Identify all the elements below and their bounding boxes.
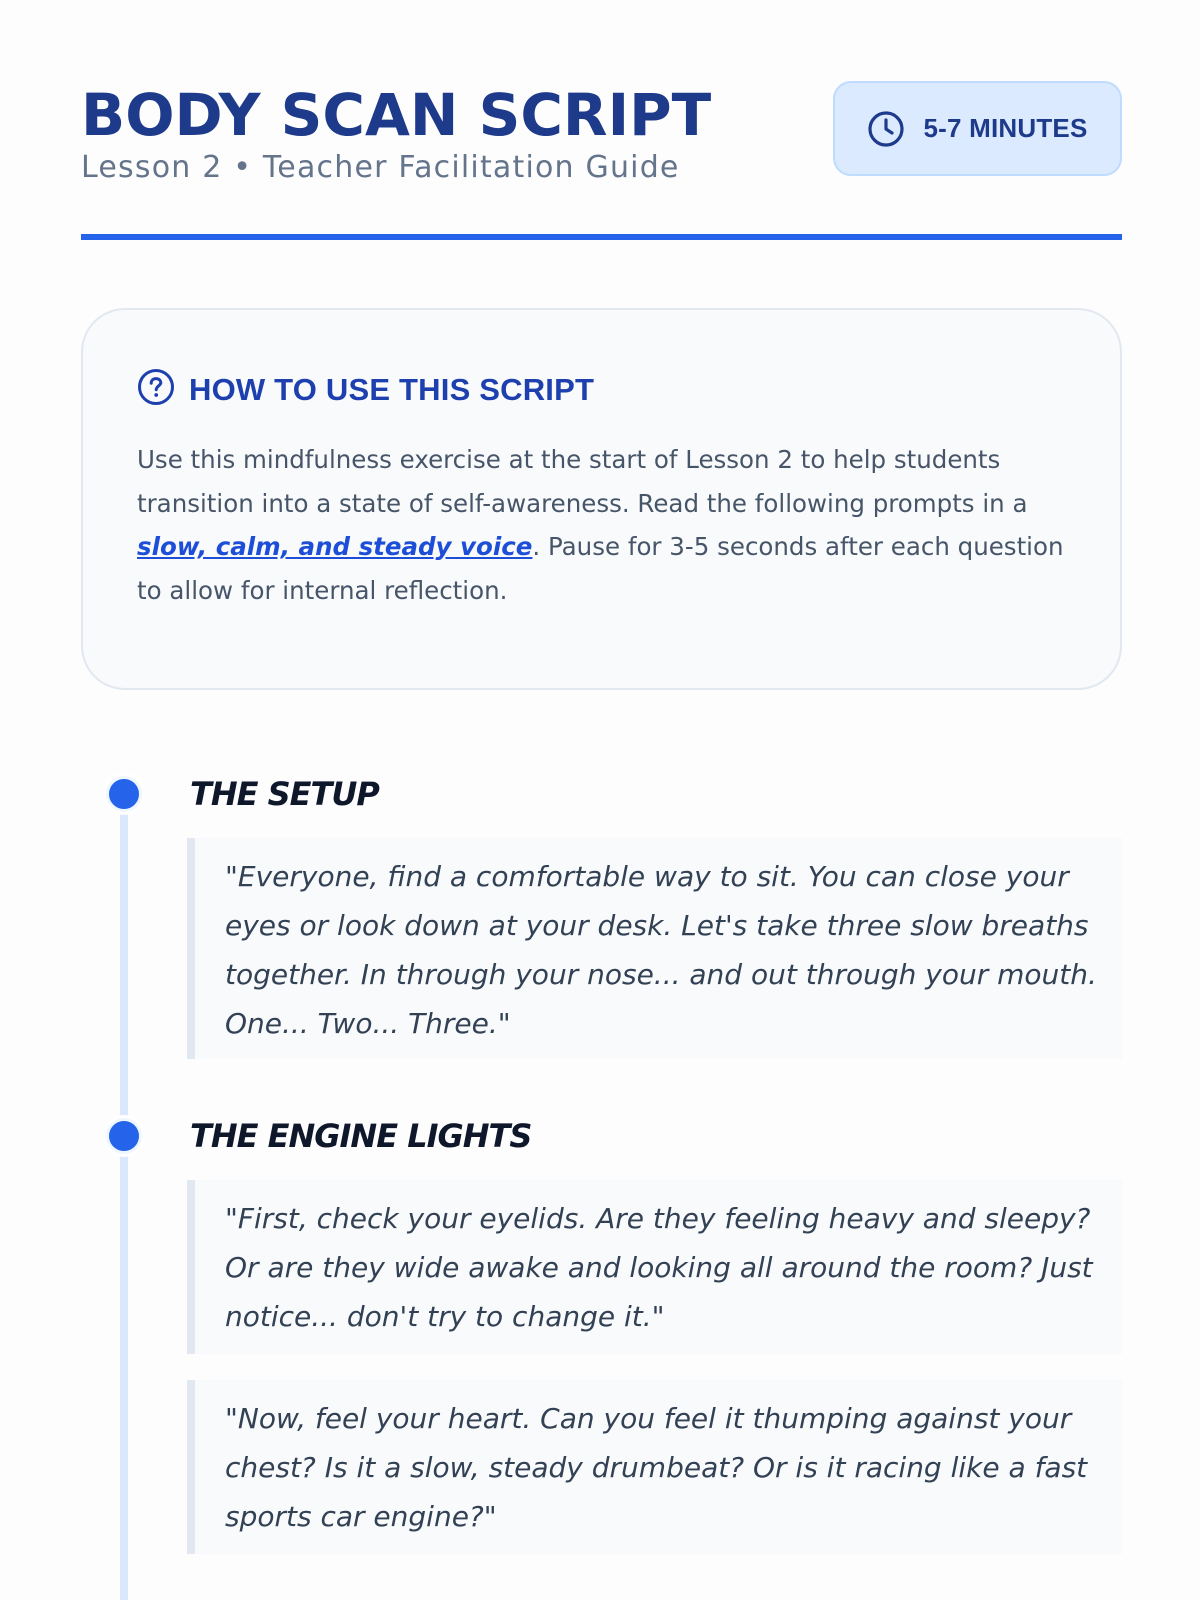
duration-label: 5-7 MINUTES <box>923 113 1088 143</box>
timeline-line <box>120 800 128 1600</box>
page-subtitle: Lesson 2 • Teacher Facilitation Guide <box>81 150 680 185</box>
instructions-text-before: Use this mindfulness exercise at the start of Lesson 2 to help students transition into a state of self-awareness. Read the following prompts in a <box>137 445 1028 518</box>
instructions-heading <box>137 368 594 411</box>
section-title-engine-lights: THE ENGINE LIGHTS <box>190 1117 532 1155</box>
voice-emphasis-link[interactable]: slow, calm, and steady voice <box>137 532 533 561</box>
script-quote: "First, check your eyelids. Are they feeling heavy and sleepy? Or are they wide awake and looking all around the room? Just notice... don't try to change it." <box>187 1180 1122 1354</box>
page-title: BODY SCAN SCRIPT <box>81 81 712 149</box>
header-divider <box>81 234 1122 240</box>
question-circle-icon <box>137 368 175 411</box>
duration-badge <box>833 81 1122 176</box>
instructions-card <box>81 308 1122 690</box>
timeline-dot <box>106 776 142 812</box>
instructions-title: HOW TO USE THIS SCRIPT <box>189 371 595 407</box>
clock-icon <box>867 110 905 148</box>
timeline-dot <box>106 1118 142 1154</box>
section-title-setup: THE SETUP <box>190 775 379 813</box>
script-quote: "Everyone, find a comfortable way to sit. You can close your eyes or look down at your desk. Let's take three slow breaths together. In through your nose... and out through your mouth. One... Two... Three." <box>187 838 1122 1059</box>
script-quote: "Now, feel your heart. Can you feel it thumping against your chest? Is it a slow, steady drumbeat? Or is it racing like a fast sports car engine?" <box>187 1380 1122 1554</box>
instructions-text <box>137 438 1077 612</box>
instructions-text-after: . Pause for 3-5 seconds after each question to allow for internal reflection. <box>137 532 1064 605</box>
